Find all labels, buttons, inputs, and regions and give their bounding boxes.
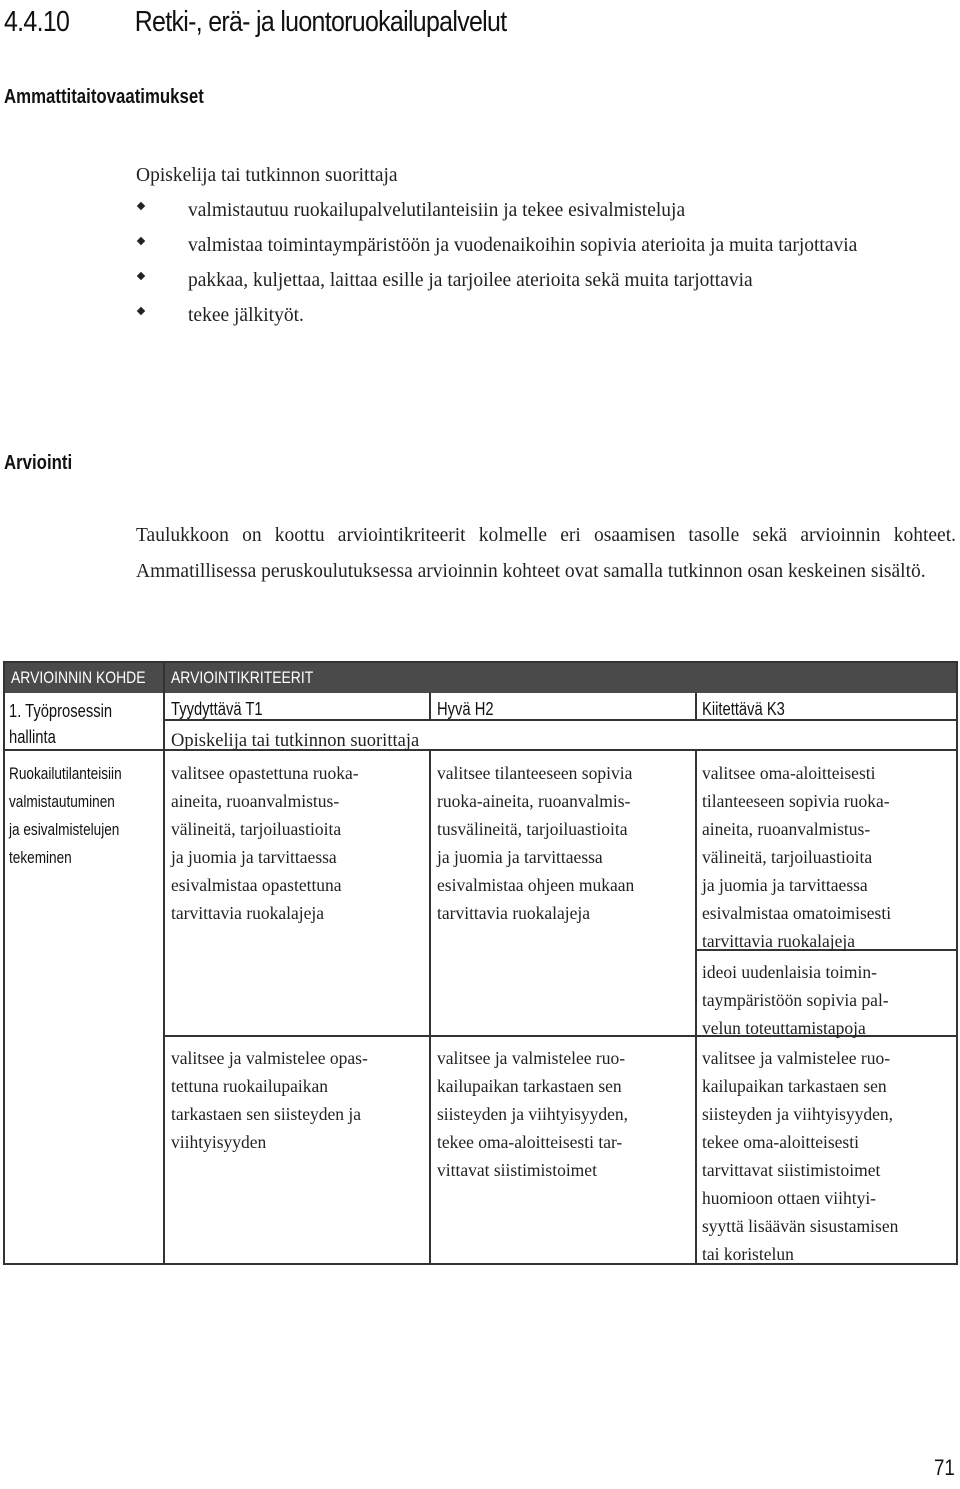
section-title-text: Retki-, erä- ja luontoruokailupalvelut bbox=[134, 6, 507, 38]
section-number: 4.4.10 bbox=[4, 6, 70, 38]
process-label: hallinta bbox=[9, 727, 56, 747]
requirement-item: pakkaa, kuljettaa, laittaa esille ja tarjoilee aterioita sekä muita tarjottavia bbox=[136, 263, 936, 298]
process-label: 1. Työprosessin bbox=[9, 701, 113, 721]
criterion-h2: valitsee ja valmistelee ruo- kailupaikan tarkastaen sen siisteyden ja viihtyisyyden, tekee oma-aloitteisesti tar- vittavat siistimistoimet bbox=[437, 1048, 629, 1180]
row-divider bbox=[5, 749, 958, 751]
level-k3-heading: Kiitettävä K3 bbox=[702, 699, 785, 719]
performer-label: Opiskelija tai tutkinnon suorittaja bbox=[171, 731, 420, 751]
requirement-item: tekee jälkityöt. bbox=[136, 298, 936, 333]
diamond-bullet-icon bbox=[137, 307, 145, 315]
requirements-block bbox=[136, 158, 936, 333]
column-divider bbox=[695, 693, 697, 721]
criterion-k3: valitsee ja valmistelee ruo- kailupaikan tarkastaen sen siisteyden ja viihtyisyyden, tekee oma-aloitteisesti tarvittavat siistimistoimet huomioon ottaen viihtyi- syyttä lisäävän sisustamisen tai koristelun bbox=[702, 1048, 899, 1264]
requirement-item: valmistaa toimintaympäristöön ja vuodenaikoihin sopivia aterioita ja muita tarjottavia bbox=[136, 228, 936, 263]
column-divider bbox=[429, 693, 431, 721]
column-divider bbox=[429, 749, 431, 1265]
criterion-k3: valitsee oma-aloitteisesti tilanteeseen sopivia ruoka- aineita, ruoanvalmistus- välineitä, tarjoiluastioita ja juomia ja tarvittaessa esivalmistaa omatoimisesti tarvittavia ruokalajeja bbox=[702, 763, 892, 951]
level-h2-heading: Hyvä H2 bbox=[437, 699, 494, 719]
diamond-bullet-icon bbox=[137, 272, 145, 280]
column-divider bbox=[163, 663, 165, 1265]
header-assessment-target: ARVIOINNIN KOHDE bbox=[5, 663, 163, 693]
assessment-heading: Arviointi bbox=[4, 452, 73, 474]
header-assessment-criteria: ARVIOINTIKRITEERIT bbox=[165, 663, 958, 693]
criterion-k3-extra: ideoi uudenlaisia toimin- taympäristöön sopivia pal- velun toteuttamistapoja bbox=[702, 962, 889, 1038]
level-t1-heading: Tyydyttävä T1 bbox=[171, 699, 263, 719]
criterion-h2: valitsee tilanteeseen sopivia ruoka-aineita, ruoanvalmis- tusvälineitä, tarjoiluastioita ja juomia ja tarvittaessa esivalmistaa ohjeen mukaan tarvittavia ruokalajeja bbox=[437, 763, 635, 923]
page-number: 71 bbox=[934, 1455, 955, 1480]
requirement-item: valmistautuu ruokailupalvelutilanteisiin ja tekee esivalmisteluja bbox=[136, 193, 936, 228]
competence-heading: Ammattitaitovaatimukset bbox=[4, 86, 204, 108]
assessment-target-task: Ruokailutilanteisiin valmistautuminen ja esivalmistelujen tekeminen bbox=[9, 764, 122, 867]
diamond-bullet-icon bbox=[137, 237, 145, 245]
criterion-t1: valitsee opastettuna ruoka- aineita, ruoanvalmistus- välineitä, tarjoiluastioita ja juomia ja tarvittaessa esivalmistaa opastettuna tarvittavia ruokalajeja bbox=[171, 763, 359, 923]
diamond-bullet-icon bbox=[137, 202, 145, 210]
criterion-t1: valitsee ja valmistelee opas- tettuna ruokailupaikan tarkastaen sen siisteyden ja viihtyisyyden bbox=[171, 1048, 368, 1152]
criteria-table bbox=[3, 661, 958, 1265]
requirements-intro: Opiskelija tai tutkinnon suorittaja bbox=[136, 165, 398, 186]
assessment-intro: Taulukkoon on koottu arviointikriteerit kolmelle eri osaamisen tasolle sekä arvioinnin kohteet. Ammatillisessa peruskoulutuksessa arvioinnin kohteet ovat samalla tutkinnon osan keskeinen sisältö. bbox=[136, 525, 956, 582]
column-divider bbox=[695, 749, 697, 1265]
requirements-list bbox=[136, 193, 936, 333]
section-title bbox=[4, 2, 506, 42]
